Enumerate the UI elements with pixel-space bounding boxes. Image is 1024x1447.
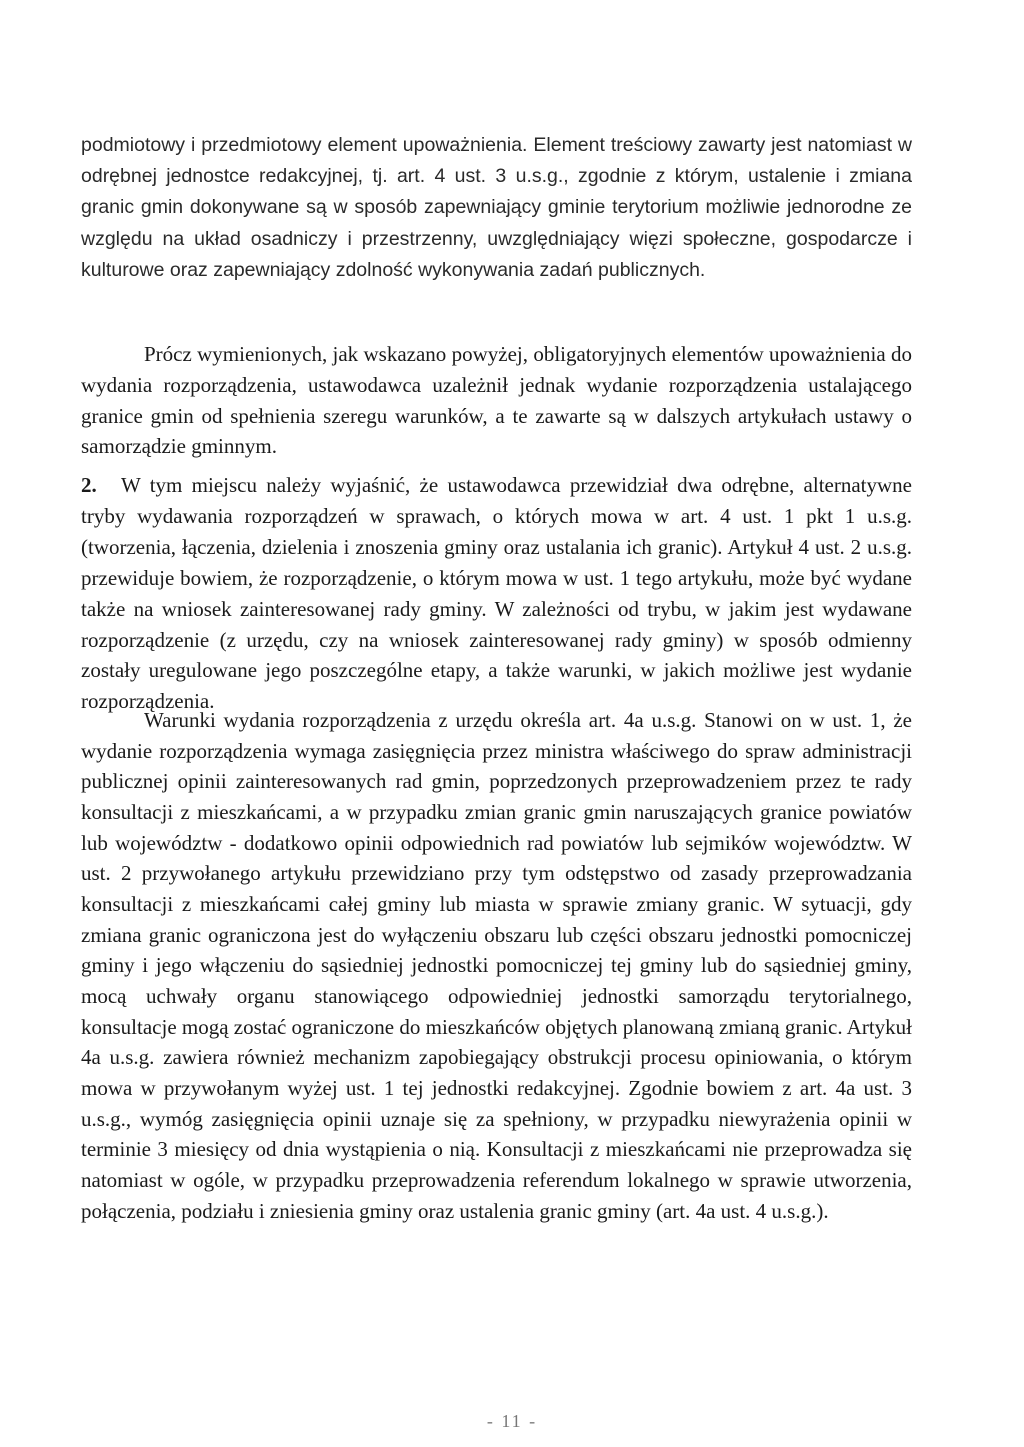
- paragraph-continued: podmiotowy i przedmiotowy element upoważnienia. Element treściowy zawarty jest natomiast w odrębnej jednostce redakcyjnej, tj. art. 4 ust. 3 u.s.g., zgodnie z którym, ustalenie i zmiana granic gmin dokonywane są w sposób zapewniający gminie terytorium możliwie jednorodne ze względu na układ osadniczy i przestrzenny, uwzględniający więzi społeczne, gospodarcze i kulturowe oraz zapewniający zdolność wykonywania zadań publicznych.: [81, 134, 912, 281]
- paragraph-procz: Prócz wymienionych, jak wskazano powyżej, obligatoryjnych elementów upoważnienia do wydania rozporządzenia, ustawodawca uzależnił jednak wydanie rozporządzenia ustalającego granice gmin od spełnienia szeregu warunków, a te zawarte są w dalszych artykułach ustawy o samorządzie gminnym.: [81, 342, 912, 459]
- section-2-text: W tym miejscu należy wyjaśnić, że ustawodawca przewidział dwa odrębne, alternatywne tryby wydawania rozporządzeń w sprawach, o których mowa w art. 4 ust. 1 pkt 1 u.s.g. (tworzenia, łączenia, dzielenia i znoszenia gminy oraz ustalania ich granic). Artykuł 4 ust. 2 u.s.g. przewiduje bowiem, że rozporządzenie, o którym mowa w ust. 1 tego artykułu, może być wydane także na wniosek zainteresowanej rady gminy. W zależności od trybu, w jakim jest wydawane rozporządzenie (z urzędu, czy na wniosek zainteresowanej rady gminy) w sposób odmienny zostały uregulowane jego poszczególne etapy, a także warunki, w jakich możliwe jest wydanie rozporządzenia.: [81, 473, 912, 714]
- section-number: 2.: [81, 473, 97, 497]
- section-2-paragraph: [81, 470, 912, 717]
- page-number: - 11 -: [486, 1411, 538, 1431]
- paragraph-warunki: Warunki wydania rozporządzenia z urzędu określa art. 4a u.s.g. Stanowi on w ust. 1, że wydanie rozporządzenia wymaga zasięgnięcia przez ministra właściwego do spraw administracji publicznej opinii zainteresowanych rad gmin, poprzedzonych przeprowadzeniem przez te rady konsultacji z mieszkańcami, a w przypadku zmian granic gmin naruszających granice powiatów lub województw - dodatkowo opinii odpowiednich rad powiatów lub sejmików województw. W ust. 2 przywołanego artykułu przewidziano przy tym odstępstwo od zasady przeprowadzania konsultacji z mieszkańcami całej gminy lub miasta w sprawie zmiany granic. W sytuacji, gdy zmiana granic ograniczona jest do wyłączeniu obszaru lub części obszaru jednostki pomocniczej gminy i jego włączeniu do sąsiedniej jednostki pomocniczej tej gminy lub do sąsiedniej gminy, mocą uchwały organu stanowiącego odpowiedniej jednostki samorządu terytorialnego, konsultacje mogą zostać ograniczone do mieszkańców objętych planowaną zmianą granic. Artykuł 4a u.s.g. zawiera również mechanizm zapobiegający obstrukcji procesu opiniowania, o którym mowa w przywołanym wyżej ust. 1 tej jednostki redakcyjnej. Zgodnie bowiem z art. 4a ust. 3 u.s.g., wymóg zasięgnięcia opinii uznaje się za spełniony, w przypadku niewyrażenia opinii w terminie 3 miesięcy od dnia wystąpienia o nią. Konsultacji z mieszkańcami nie przeprowadza się natomiast w ogóle, w przypadku przeprowadzenia referendum lokalnego w sprawie utworzenia, połączenia, podziału i zniesienia gminy oraz ustalenia granic gminy (art. 4a ust. 4 u.s.g.).: [81, 708, 912, 1223]
